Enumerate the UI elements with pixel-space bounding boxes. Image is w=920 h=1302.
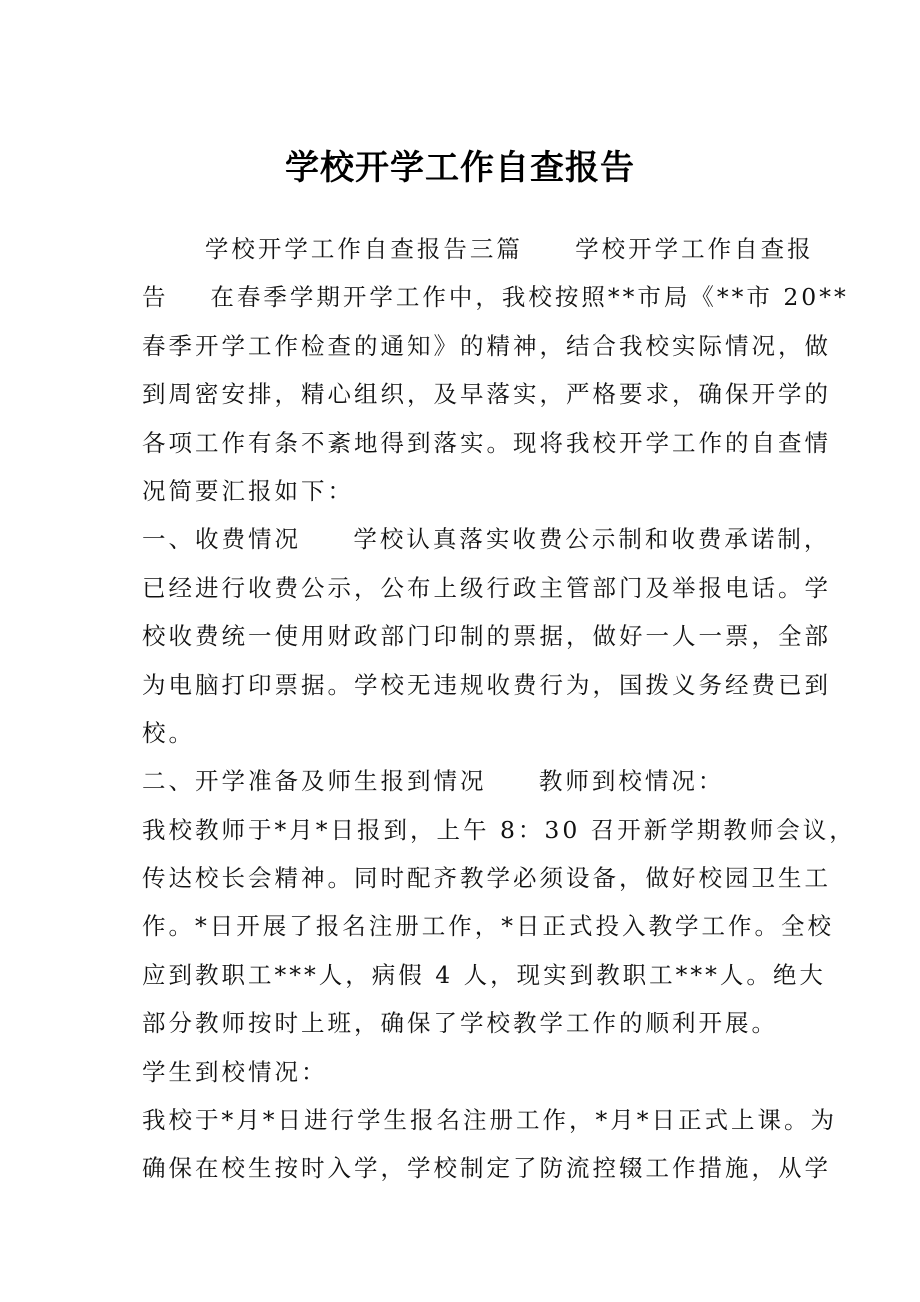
text-line: 已经进行收费公示，公布上级行政主管部门及举报电话。学 xyxy=(142,573,831,602)
text-line: 告 在春季学期开学工作中，我校按照**市局《**市 20** xyxy=(142,283,849,312)
text-line: 我校教师于*月*日报到，上午 8：30 召开新学期教师会议， xyxy=(142,815,856,844)
text-line: 确保在校生按时入学，学校制定了防流控辍工作措施，从学 xyxy=(142,1154,831,1183)
section-heading-fees: 一、收费情况 学校认真落实收费公示制和收费承诺制， xyxy=(142,525,831,554)
text-line: 应到教职工***人，病假 4 人，现实到教职工***人。绝大 xyxy=(142,960,826,989)
text-line: 春季开学工作检查的通知》的精神，结合我校实际情况，做 xyxy=(142,331,831,360)
text-line: 到周密安排，精心组织，及早落实，严格要求，确保开学的 xyxy=(142,380,831,409)
text-line: 传达校长会精神。同时配齐教学必须设备，做好校园卫生工 xyxy=(142,864,831,893)
text-line: 作。*日开展了报名注册工作，*日正式投入教学工作。全校 xyxy=(142,912,834,941)
text-line: 部分教师按时上班，确保了学校教学工作的顺利开展。 xyxy=(142,1009,778,1038)
text-line: 各项工作有条不紊地得到落实。现将我校开学工作的自查情 xyxy=(142,428,831,457)
text-line: 校。 xyxy=(142,718,195,747)
text-line: 我校于*月*日进行学生报名注册工作，*月*日正式上课。为 xyxy=(142,1106,837,1135)
text-line: 学校开学工作自查报告三篇 学校开学工作自查报 xyxy=(142,235,814,263)
section-heading-registration: 二、开学准备及师生报到情况 教师到校情况： xyxy=(142,767,725,796)
text-line: 校收费统一使用财政部门印制的票据，做好一人一票，全部 xyxy=(142,622,831,651)
text-line: 况简要汇报如下： xyxy=(142,476,354,505)
document-title: 学校开学工作自查报告 xyxy=(285,148,635,188)
document-body xyxy=(142,225,856,1193)
subheading-students: 学生到校情况： xyxy=(142,1057,328,1086)
text-line: 为电脑打印票据。学校无违规收费行为，国拨义务经费已到 xyxy=(142,670,831,699)
